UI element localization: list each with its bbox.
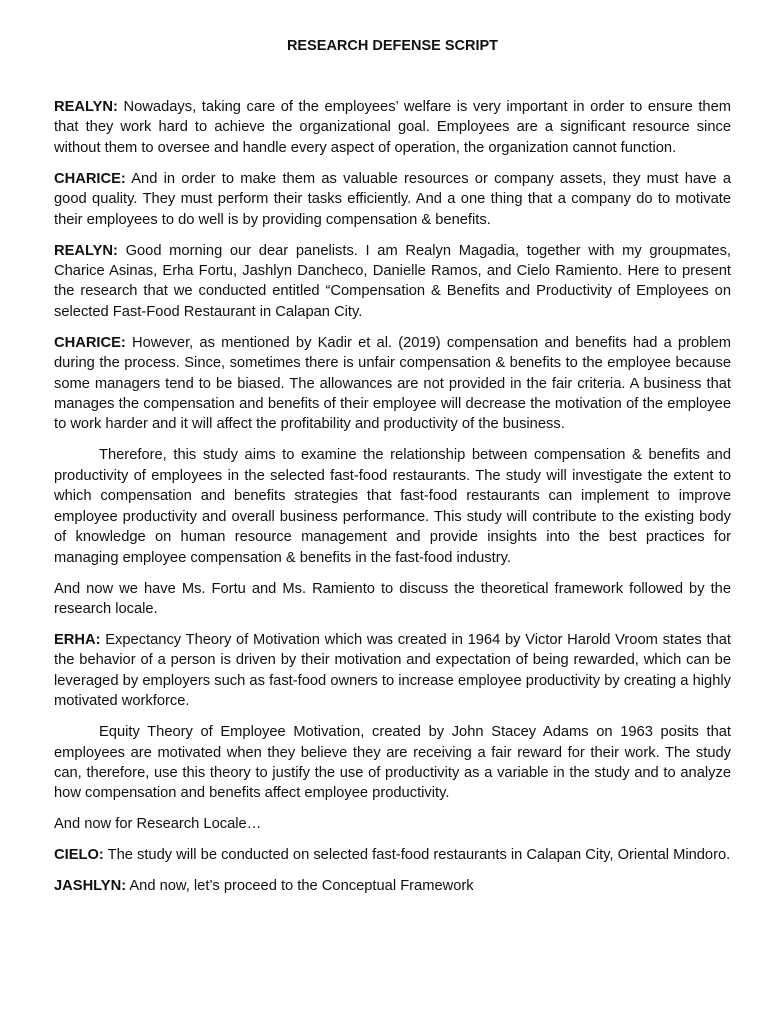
script-paragraph [54,169,731,230]
script-paragraph [54,445,731,567]
paragraph-text: Expectancy Theory of Motivation which was created in 1964 by Victor Harold Vroom states that the behavior of a person is driven by their motivation and expectation of being rewarded, which can be leveraged by employers such as fast-food owners to increase employee productivity by creating a highly motivated workforce. [54,631,731,710]
script-paragraph [54,579,731,620]
paragraph-text: Good morning our dear panelists. I am Realyn Magadia, together with my groupmates, Charice Asinas, Erha Fortu, Jashlyn Dancheco, Danielle Ramos, and Cielo Ramiento. Here to present the research that we conducted entitled “Compensation & Benefits and Productivity of Employees on selected Fast-Food Restaurant in Calapan City. [54,242,731,320]
script-paragraph [54,241,731,323]
speaker-label: CHARICE: [54,334,126,351]
script-paragraph [54,845,731,865]
paragraph-text: The study will be conducted on selected fast-food restaurants in Calapan City, Oriental Mindoro. [103,847,731,864]
script-paragraph [54,630,731,712]
script-paragraph [54,814,731,834]
paragraph-text: And in order to make them as valuable resources or company assets, they must have a good quality. They must perform their tasks efficiently. And a one thing that a company do to motivate their employees to do well is by providing compensation & benefits. [54,170,731,228]
speaker-label: CIELO: [54,847,104,864]
speaker-label: CHARICE: [54,170,126,187]
paragraph-text: And now, let’s proceed to the Conceptual Framework [126,878,474,895]
script-paragraph [54,333,731,435]
script-paragraph [54,876,731,896]
paragraph-text: However, as mentioned by Kadir et al. (2019) compensation and benefits had a problem during the process. Since, sometimes there is unfair compensation & benefits to the employee because some managers tend to be biased. The allowances are not provided in the fair criteria. A business that manages the compensation and benefits of their employee will decrease the motivation of the employee to work harder and it will affect the profitability and productivity of the business. [54,334,731,433]
paragraph-text: Therefore, this study aims to examine the relationship between compensation & benefits and productivity of employees in the selected fast-food restaurants. The study will investigate the extent to which compensation and benefits strategies that fast-food restaurants can implement to improve employee productivity and overall business performance. This study will contribute to the existing body of knowledge on human resource management and provide insights into the best practices for managing employee compensation & benefits in the fast-food industry. [54,447,731,566]
speaker-label: JASHLYN: [54,878,127,895]
paragraph-text: Nowadays, taking care of the employees’ welfare is very important in order to ensure them that they work hard to achieve the organizational goal. Employees are a significant resource since without them to oversee and handle every aspect of operation, the organization cannot function. [54,99,731,156]
paragraph-text: And now for Research Locale… [54,816,262,833]
paragraph-text: And now we have Ms. Fortu and Ms. Ramiento to discuss the theoretical framework followed by the research locale. [54,580,731,617]
speaker-label: REALYN: [54,242,118,259]
script-paragraph [54,722,731,804]
speaker-label: REALYN: [54,99,118,115]
speaker-label: ERHA: [54,631,101,648]
script-paragraph [54,97,731,158]
document-title: RESEARCH DEFENSE SCRIPT [286,38,499,54]
paragraph-text: Equity Theory of Employee Motivation, created by John Stacey Adams on 1963 posits that employees are motivated when they believe they are receiving a fair reward for their work. The study can, therefore, use this theory to justify the use of productivity as a variable in the study and to analyze how compensation and benefits affect employee productivity. [54,724,731,802]
